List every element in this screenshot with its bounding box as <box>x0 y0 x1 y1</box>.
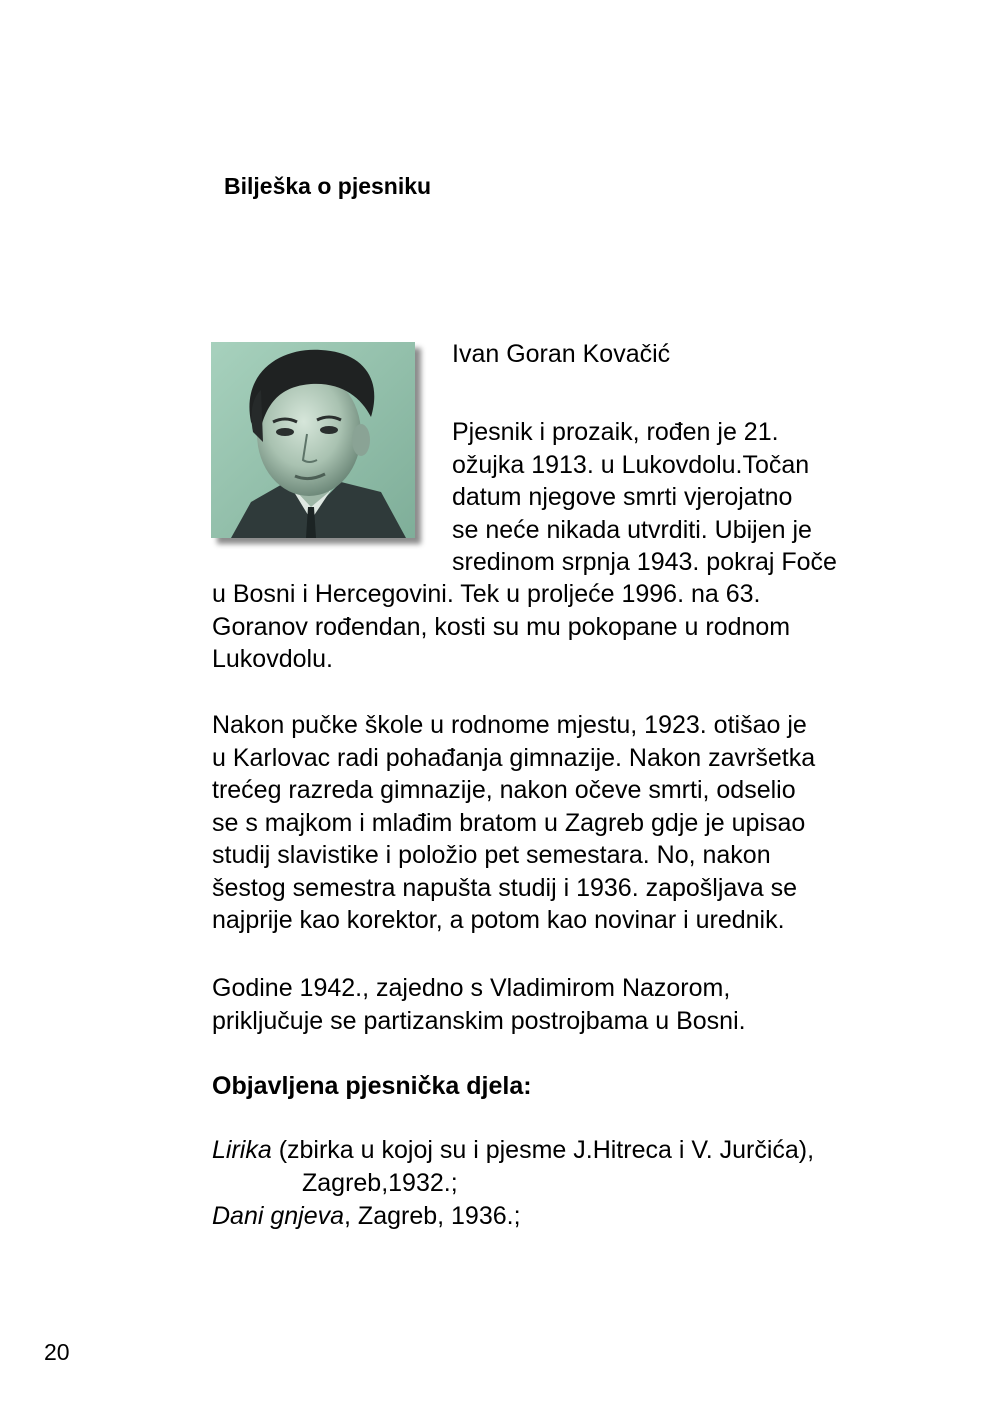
work-title: Lirika <box>212 1136 272 1164</box>
text-line: ožujka 1913. u Lukovdolu.Točan <box>452 450 810 479</box>
text-line: datum njegove smrti vjerojatno <box>452 483 793 511</box>
work-detail-continuation: Zagreb,1932.; <box>302 1169 458 1197</box>
work-title: Dani gnjeva <box>212 1202 345 1230</box>
works-list <box>212 1134 912 1233</box>
text-line: Lukovdolu. <box>212 645 333 673</box>
text-line: u Bosni i Hercegovini. Tek u proljeće 1996. na 63. <box>212 580 761 608</box>
text-line: Nakon pučke škole u rodnome mjestu, 1923. otišao je <box>212 711 807 739</box>
text-line: Goranov rođendan, kosti su mu pokopane u rodnom <box>212 612 791 641</box>
list-item <box>212 1134 912 1167</box>
list-item <box>212 1200 912 1233</box>
text-line: šestog semestra napušta studij i 1936. zapošljava se <box>212 873 798 902</box>
poet-name: Ivan Goran Kovačić <box>452 340 671 368</box>
portrait-image <box>211 342 415 538</box>
text-line: Pjesnik i prozaik, rođen je 21. <box>452 418 779 446</box>
poet-portrait <box>211 342 415 538</box>
text-line: najprije kao korektor, a potom kao novinar i urednik. <box>212 906 785 934</box>
list-item-continuation <box>212 1167 912 1200</box>
text-line: trećeg razreda gimnazije, nakon očeve smrti, odselio <box>212 776 796 804</box>
work-detail: , Zagreb, 1936.; <box>344 1202 521 1230</box>
bio-intro-bottom <box>212 578 902 676</box>
text-line: sredinom srpnja 1943. pokraj Foče <box>452 548 837 576</box>
works-heading: Objavljena pjesnička djela: <box>212 1072 532 1100</box>
text-line: studij slavistike i položio pet semestara. No, nakon <box>212 841 771 869</box>
text-line: Godine 1942., zajedno s Vladimirom Nazorom, <box>212 974 731 1002</box>
bio-paragraph-education <box>212 709 902 937</box>
text-line: se s majkom i mlađim bratom u Zagreb gdje je upisao <box>212 808 806 837</box>
page-number: 20 <box>44 1339 70 1365</box>
bio-intro-top <box>452 416 892 579</box>
bio-paragraph-partisans <box>212 972 902 1037</box>
work-detail: (zbirka u kojoj su i pjesme J.Hitreca i V. Jurčića), <box>271 1136 815 1164</box>
text-line: u Karlovac radi pohađanja gimnazije. Nakon završetka <box>212 743 816 772</box>
text-line: se neće nikada utvrditi. Ubijen je <box>452 515 812 544</box>
section-title: Bilješka o pjesniku <box>224 173 432 199</box>
text-line: priključuje se partizanskim postrojbama u Bosni. <box>212 1006 746 1035</box>
